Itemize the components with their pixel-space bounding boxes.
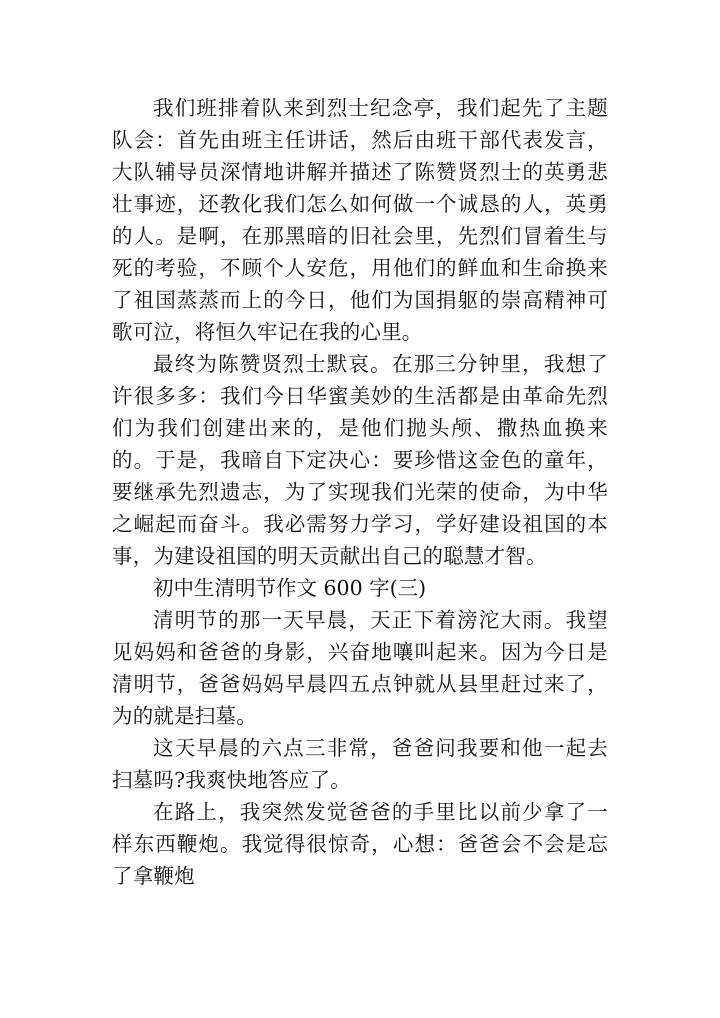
paragraph-memorial-ceremony: 我们班排着队来到烈士纪念亭，我们起先了主题队会：首先由班主任讲话，然后由班干部代表发言，大队辅导员深情地讲解并描述了陈赞贤烈士的英勇悲壮事迹，还教化我们怎么如何做一个诚恳的人，英勇的人。是啊，在那黑暗的旧社会里，先烈们冒着生与死的考验，不顾个人安危，用他们的鲜血和生命换来了祖国蒸蒸而上的今日，他们为国捐躯的崇高精神可歌可泣，将恒久牢记在我的心里。	[112, 96, 608, 344]
paragraph-on-the-road: 在路上，我突然发觉爸爸的手里比以前少拿了一样东西鞭炮。我觉得很惊奇，心想：爸爸会不会是忘了拿鞭炮	[112, 800, 608, 888]
document-body	[112, 92, 608, 892]
section-title: 初中生清明节作文 600 字(三)	[153, 576, 427, 600]
paragraph-silent-tribute: 最终为陈赞贤烈士默哀。在那三分钟里，我想了许很多多：我们今日华蜜美妙的生活都是由革命先烈们为我们创建出来的，是他们抛头颅、撒热血换来的。于是，我暗自下定决心：要珍惜这金色的童年，要继承先烈遗志，为了实现我们光荣的使命，为中华之崛起而奋斗。我必需努力学习，学好建设祖国的本事，为建设祖国的明天贡献出自己的聪慧才智。	[112, 352, 608, 568]
paragraph-invitation: 这天早晨的六点三非常，爸爸问我要和他一起去扫墓吗?我爽快地答应了。	[112, 736, 608, 792]
paragraph-qingming-morning: 清明节的那一天早晨，天正下着滂沱大雨。我望见妈妈和爸爸的身影，兴奋地嚷叫起来。因为今日是清明节，爸爸妈妈早晨四五点钟就从县里赶过来了，为的就是扫墓。	[112, 608, 608, 728]
